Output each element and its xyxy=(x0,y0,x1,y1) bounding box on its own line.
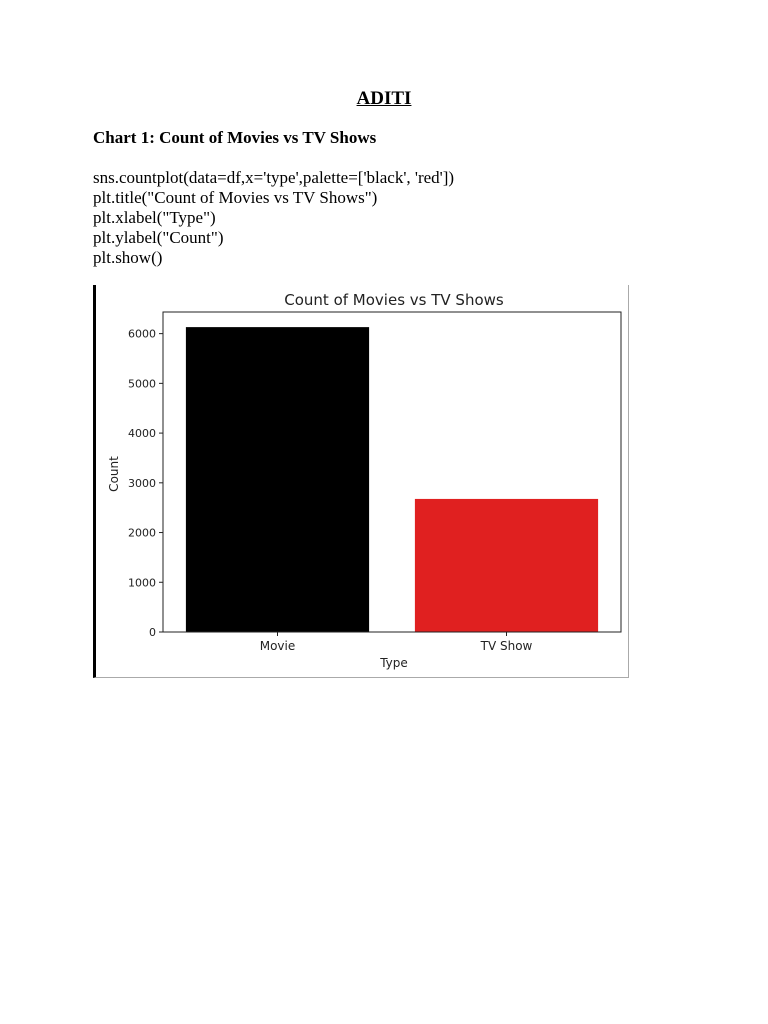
document-title: ADITI xyxy=(356,88,412,109)
x-tick-label: TV Show xyxy=(480,639,533,653)
chart-title: Count of Movies vs TV Shows xyxy=(284,291,504,309)
x-axis-label: Type xyxy=(380,656,408,670)
chart-heading: Chart 1: Count of Movies vs TV Shows xyxy=(93,128,377,147)
plot-area xyxy=(128,312,621,653)
bar-chart xyxy=(96,285,628,677)
code-line: plt.title("Count of Movies vs TV Shows") xyxy=(93,188,378,207)
bar-tv-show xyxy=(415,499,598,632)
bar-movie xyxy=(186,327,369,632)
x-tick-label: Movie xyxy=(259,639,296,653)
code-line: plt.ylabel("Count") xyxy=(93,228,224,247)
y-tick-label: 6000 xyxy=(128,327,156,341)
y-tick-label: 5000 xyxy=(128,377,156,391)
y-tick-label: 0 xyxy=(149,626,156,639)
code-line: plt.xlabel("Type") xyxy=(93,208,216,227)
code-line: plt.show() xyxy=(93,248,163,267)
y-tick-label: 3000 xyxy=(128,476,156,490)
chart-figure xyxy=(93,285,629,678)
y-tick-label: 4000 xyxy=(128,427,156,441)
code-block xyxy=(93,168,454,268)
y-axis-label: Count xyxy=(107,456,121,492)
code-line: sns.countplot(data=df,x='type',palette=['black', 'red']) xyxy=(93,168,455,187)
y-tick-label: 1000 xyxy=(128,576,156,590)
y-tick-label: 2000 xyxy=(128,526,156,540)
